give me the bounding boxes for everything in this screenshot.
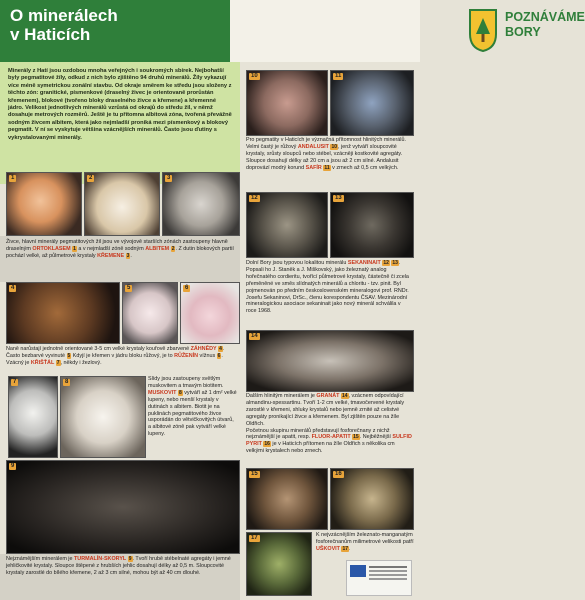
eu-flag-icon xyxy=(350,565,366,577)
photo-fluor-apatit xyxy=(246,468,328,530)
page-title: O minerálech v Haticích xyxy=(10,6,118,44)
photo-tag: 8 xyxy=(65,379,69,385)
photo-andalusit xyxy=(246,70,328,136)
photo-granat xyxy=(246,330,414,392)
coat-of-arms-icon xyxy=(468,8,498,52)
paragraph-micas: Slídy jsou zastoupeny světlým muskovitem a tmavým biotitem. MUSKOVIT 8 vytváří až 1 dm² velké lupeny, nebo menší krystaly v dutinách s albitem. Biotit je na puklinách pegmatitového živce usporádán do větvičkovitých útvarů, a albitové zóně pak vytváří velké lupeny. xyxy=(148,376,237,438)
photo-tag: 14 xyxy=(251,333,258,339)
paragraph-andalusite: Pro pegmatity v Haticích je význačná přítomnost hlinitých minerálů. Velmi častý je růžový ANDALUSIT 10, jenž vytváří sloupcovité krystaly, srůsty sloupců nebo stébel, vzácněji kostkovité agregáty. Sloupce dosahují délky až 20 cm a jsou až 2 cm silné. Andalusit doprovází modrý korund SAFÍR 11 v zrnech až 0,5 cm velkých. xyxy=(246,137,406,171)
photo-tag: 1 xyxy=(11,175,15,181)
photo-tag: 7 xyxy=(13,379,17,385)
photo-pyrit xyxy=(330,468,414,530)
brand-logo: POZNÁVÁME BORY xyxy=(505,10,585,39)
photo-tag: 6 xyxy=(185,285,189,291)
paragraph-tourmaline: Nejznámějším minerálem je TURMALÍN-SKORYL 9. Tvoří hrubě stébelnaté agregáty i jemné jehličkovité krystaly. Sloupce štěpené z hrubších jehlic dosahují délky až 0,5 m. Sloupcovité krystaly zarostlé do bílého křemene, 2 až 3 cm silné, mohou být až 40 cm dlouhé. xyxy=(6,556,231,576)
intro-box xyxy=(0,62,240,184)
title-banner xyxy=(0,0,230,62)
photo-tag: 5 xyxy=(127,285,131,291)
paragraph-feldspars: Živce, hlavní minerály pegmatitových žil jsou ve vývojově starších zónách zastoupeny hlavně draselným ORTOKLASEM 1 a v nejmladší zóně sodným ALBITEM 2. Z dutin blokových partií pochází velké, až půlmetrové krystaly KŘEMENE 3. xyxy=(6,239,234,259)
photo-tag: 15 xyxy=(251,471,258,477)
photo-zahneda xyxy=(6,282,120,344)
photo-uskovit xyxy=(246,532,312,596)
photo-tag: 2 xyxy=(89,175,93,181)
photo-albit xyxy=(84,172,160,236)
photo-kremen-2 xyxy=(122,282,178,344)
photo-kristal xyxy=(8,376,58,458)
intro-text: Minerály z Hatí jsou ozdobou mnoha veřejných i soukromých sbírek. Nejbohatší byly pegmatitové žíly, odkud z nich bylo zjištěno 94 druhů minerálů. Žíly vykazují více méně symetrickou zonální stavbu. Od okraje směrem ke středu jsou složeny z těchto zón: granitické, písmenkové (draselný živec je orientovaně prorůstán křemenem), blokové (tvořeno bloky draselného živce a křemene) a křemenné jádro. Velikost jednotlivých minerálů vzrůstá od okrajů do středu žil, v němž dosahuje metrových rozměrů. Ještě je tu přítomna albitová zóna, tvořená převážně sodným živcem albitem, která jako nejmladší proniká mezi písmenkový a blokový pegmatit. V ní se vyskytuje většina vzácnějších minerálů. Často jsou ďutiny s vykrystalovanými minerály. xyxy=(8,68,232,141)
brand-area xyxy=(230,0,585,62)
photo-tag: 17 xyxy=(251,535,258,541)
photo-sekaninait-2 xyxy=(330,192,414,258)
photo-ortoklas xyxy=(6,172,82,236)
photo-tag: 11 xyxy=(335,73,342,79)
photo-tag: 3 xyxy=(167,175,171,181)
photo-kremen xyxy=(162,172,240,236)
photo-tag: 9 xyxy=(11,463,15,469)
sponsor-text-lines xyxy=(369,566,407,568)
photo-tag: 12 xyxy=(251,195,258,201)
photo-tag: 4 xyxy=(11,285,15,291)
photo-ruzenin xyxy=(180,282,240,344)
paragraph-garnet: Dalším hlinitým minerálem je GRANÁT 14, vzácnem odpovídající almandinu-spessartinu. Tvoří 1-2 cm velké, tmavočervené krystaly zarostlé v křemeni, shluky krystalů nebo jemně zrnité až celistvé agregáty pronikající živce a křemenem. Byl zjištěn pouze na žíle Oldřich. Početnou skupinu minerálů představují fosforečnany z nichž nejznámější je apatit, resp. FLUOR-APATIT 15. Nejběžnější SULFID PYRIT 16 je v Haticích přítomen na žíle Oldřich s několika cm velkými krystalech nebo zrnech. xyxy=(246,393,412,455)
paragraph-quartz: Naně narůstají jednotně orientované 3-5 cm velké krystaly kouřově zbarvené ZÁHNĚDY 4. Často bezbarvé vyvinuté 5 Kdyjí je křemen v jádru bloku růžový, je to RŮŽENÍN vížnus 6. Vzácný je KŘIŠŤÁL 7, někdy i žezlový. xyxy=(6,346,225,366)
photo-muskovit xyxy=(60,376,146,458)
photo-turmalin xyxy=(6,460,240,554)
photo-sekaninait-1 xyxy=(246,192,328,258)
photo-tag: 16 xyxy=(335,471,342,477)
photo-tag: 13 xyxy=(335,195,342,201)
photo-safir xyxy=(330,70,414,136)
photo-tag: 10 xyxy=(251,73,258,79)
sponsor-logos xyxy=(346,560,412,596)
paragraph-sekaninaite: Dolní Bory jsou typovou lokalitou minerálu SEKANINAIT 12 13. Popsali ho J. Staněk a J. Miškovský, jako železnatý analog hořečnatého cordieritu, tvořící půlmetrové krystaly, částečně či zcela přeměněné ve směs slídnatých minerálů a chloritu - tzv. pinit. Byl pojmenován po předním československém mineralogovi prof. RNDr. Josefu Sekaninovi, DrSc., členu korespondentu ČSAV. Mezinárodní mineralogickou asociace sekaninait jako nový minerál schválila v roce 1968. xyxy=(246,260,409,315)
paragraph-uskovite: K nejvzácnějším železnato-manganatým fosforečnanům milimetrové velikosti patří UŠKOVIT 17. xyxy=(316,532,414,552)
